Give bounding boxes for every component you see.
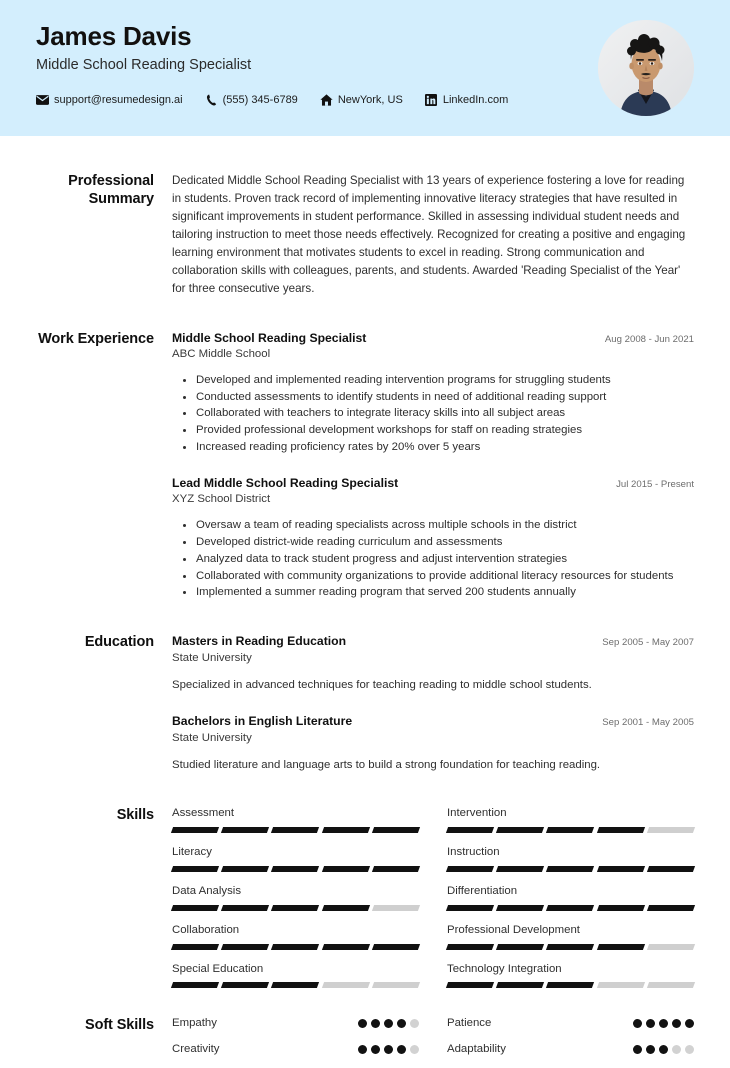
contact-location[interactable] xyxy=(320,94,403,107)
skills-grid xyxy=(172,806,694,1000)
contact-email-label: support@resumedesign.ai xyxy=(54,94,183,107)
education-entry-description: Specialized in advanced techniques for teaching reading to middle school students. xyxy=(172,679,592,692)
work-entry-date: Aug 2008 - Jun 2021 xyxy=(604,333,694,345)
education-entry xyxy=(172,713,694,774)
soft-skill-rating-dots xyxy=(358,1019,419,1028)
section-education xyxy=(36,601,694,774)
skill-bar-segment xyxy=(322,982,370,988)
skill-bar-segment xyxy=(322,944,370,950)
skill-level-bar xyxy=(172,944,419,950)
skill-name: Assessment xyxy=(172,807,235,820)
rating-dot xyxy=(384,1019,393,1028)
summary-content xyxy=(172,172,694,298)
skill-bar-segment xyxy=(446,944,494,950)
skill-bar-segment xyxy=(597,827,645,833)
rating-dot xyxy=(410,1045,419,1054)
list-item: Developed and implemented reading intervention programs for struggling students xyxy=(196,372,694,389)
skill-name: Data Analysis xyxy=(172,884,242,897)
contact-phone-label: (555) 345-6789 xyxy=(222,94,298,107)
skill-bar-segment xyxy=(647,827,695,833)
rating-dot xyxy=(659,1045,668,1054)
skill-item xyxy=(172,923,419,962)
section-professional-summary xyxy=(36,136,694,298)
skill-bar-segment xyxy=(271,944,319,950)
skill-level-bar xyxy=(447,905,694,911)
list-item: Increased reading proficiency rates by 20% over 5 years xyxy=(196,439,694,456)
skill-bar-segment xyxy=(446,905,494,911)
skill-bar-segment xyxy=(171,944,219,950)
contact-linkedin-label: LinkedIn.com xyxy=(442,94,509,107)
skill-bar-segment xyxy=(496,982,544,988)
soft-skill-name: Creativity xyxy=(172,1043,220,1056)
page-title: James Davis xyxy=(36,21,192,51)
work-entry-title: Middle School Reading Specialist xyxy=(172,330,367,345)
education-entry-date: Sep 2001 - May 2005 xyxy=(602,717,694,729)
skill-name: Instruction xyxy=(447,846,500,859)
list-item: Provided professional development workshops for staff on reading strategies xyxy=(196,422,694,439)
soft-skill-item xyxy=(172,1016,419,1042)
work-content xyxy=(172,330,694,601)
soft-skill-name: Adaptability xyxy=(447,1043,506,1056)
skill-bar-segment xyxy=(171,827,219,833)
skill-item xyxy=(447,884,694,923)
job-title: Middle School Reading Specialist xyxy=(36,56,252,73)
skill-bar-segment xyxy=(322,866,370,872)
skill-level-bar xyxy=(447,827,694,833)
section-title-summary: Professional Summary xyxy=(68,173,154,208)
education-entry-description: Studied literature and language arts to build a strong foundation for teaching reading. xyxy=(172,759,601,772)
skill-bar-segment xyxy=(171,982,219,988)
profile-photo-icon xyxy=(598,20,694,116)
skill-bar-segment xyxy=(372,827,420,833)
list-item: Analyzed data to track student progress and adjust intervention strategies xyxy=(196,551,694,568)
rating-dot xyxy=(633,1045,642,1054)
list-item: Conducted assessments to identify students in need of additional reading support xyxy=(196,389,694,406)
soft-skill-item xyxy=(447,1042,694,1068)
skill-item xyxy=(172,962,419,1001)
contact-location-label: NewYork, US xyxy=(337,94,403,107)
work-entry-title: Lead Middle School Reading Specialist xyxy=(172,476,399,491)
work-entry-bullets xyxy=(172,517,694,601)
skill-bar-segment xyxy=(221,866,269,872)
rating-dot xyxy=(646,1019,655,1028)
summary-text: Dedicated Middle School Reading Specialist with 13 years of experience fostering a love for reading in students. Proven track record of implementing innovative literacy strategies that have resulted in significant improvements in student performance. Skilled in assessing individual student needs and tailoring instruction to meet those needs effectively. Recognized for creating a positive and engaging learning environment that motivates students to excel in reading. Strong communication and collaboration skills with colleagues, parents, and students. Awarded 'Reading Specialist of the Year' for three consecutive years. xyxy=(172,174,686,295)
rating-dot xyxy=(384,1045,393,1054)
education-entry xyxy=(172,633,694,694)
skill-bar-segment xyxy=(372,905,420,911)
skill-bar-segment xyxy=(496,827,544,833)
rating-dot xyxy=(358,1019,367,1028)
soft-skills-content xyxy=(172,1016,694,1068)
skill-bar-segment xyxy=(322,905,370,911)
rating-dot xyxy=(672,1019,681,1028)
education-entry-org: State University xyxy=(172,651,252,664)
skill-item xyxy=(447,962,694,1001)
education-entry-head xyxy=(172,713,694,729)
skill-bar-segment xyxy=(271,905,319,911)
list-item: Collaborated with community organizations to provide additional literacy resources for students xyxy=(196,568,694,585)
skill-bar-segment xyxy=(597,944,645,950)
skill-bar-segment xyxy=(647,944,695,950)
skill-bar-segment xyxy=(647,905,695,911)
skill-bar-segment xyxy=(372,982,420,988)
education-entry-title: Bachelors in English Literature xyxy=(172,714,353,729)
skill-bar-segment xyxy=(597,982,645,988)
skill-level-bar xyxy=(172,827,419,833)
skill-bar-segment xyxy=(171,866,219,872)
skill-bar-segment xyxy=(271,827,319,833)
rating-dot xyxy=(672,1045,681,1054)
rating-dot xyxy=(685,1045,694,1054)
education-entry-org: State University xyxy=(172,731,252,744)
work-entry-bullets xyxy=(172,372,694,456)
skill-bar-segment xyxy=(597,866,645,872)
skill-level-bar xyxy=(447,944,694,950)
skill-bar-segment xyxy=(647,982,695,988)
section-title-education: Education xyxy=(84,634,154,651)
contact-linkedin[interactable] xyxy=(425,94,508,107)
rating-dot xyxy=(633,1019,642,1028)
skill-bar-segment xyxy=(496,905,544,911)
skill-name: Professional Development xyxy=(447,923,580,936)
section-title-soft-skills: Soft Skills xyxy=(85,1017,154,1034)
soft-skill-name: Patience xyxy=(447,1017,492,1030)
section-work-experience xyxy=(36,298,694,601)
home-icon xyxy=(320,94,333,107)
work-entry xyxy=(172,475,694,601)
skill-name: Special Education xyxy=(172,962,264,975)
resume-header xyxy=(0,0,730,136)
skill-level-bar xyxy=(447,982,694,988)
skill-level-bar xyxy=(172,982,419,988)
work-entry-org: ABC Middle School xyxy=(172,348,271,361)
list-item: Collaborated with teachers to integrate literacy skills into all subject areas xyxy=(196,405,694,422)
skill-item xyxy=(447,845,694,884)
resume-body xyxy=(0,136,730,1068)
soft-skills-grid xyxy=(172,1016,694,1068)
skill-bar-segment xyxy=(372,866,420,872)
rating-dot xyxy=(659,1019,668,1028)
skill-item xyxy=(172,806,419,845)
rating-dot xyxy=(371,1045,380,1054)
work-entry-head xyxy=(172,330,694,346)
contact-phone[interactable] xyxy=(205,94,298,107)
list-item: Implemented a summer reading program that served 200 students annually xyxy=(196,584,694,601)
list-item: Developed district-wide reading curriculum and assessments xyxy=(196,534,694,551)
skill-bar-segment xyxy=(221,982,269,988)
skill-bar-segment xyxy=(446,827,494,833)
skill-bar-segment xyxy=(496,944,544,950)
skill-bar-segment xyxy=(221,827,269,833)
rating-dot xyxy=(397,1045,406,1054)
skill-bar-segment xyxy=(271,982,319,988)
skill-item xyxy=(447,923,694,962)
skill-bar-segment xyxy=(271,866,319,872)
skill-name: Literacy xyxy=(172,846,212,859)
skill-name: Differentiation xyxy=(447,884,518,897)
skill-bar-segment xyxy=(546,827,594,833)
soft-skill-item xyxy=(447,1016,694,1042)
skill-bar-segment xyxy=(546,866,594,872)
skill-name: Collaboration xyxy=(172,923,240,936)
skill-name: Intervention xyxy=(447,807,507,820)
contact-email[interactable] xyxy=(36,94,183,107)
soft-skill-item xyxy=(172,1042,419,1068)
linkedin-icon xyxy=(425,94,438,107)
skill-bar-segment xyxy=(496,866,544,872)
soft-skill-rating-dots xyxy=(358,1045,419,1054)
skill-item xyxy=(447,806,694,845)
rating-dot xyxy=(646,1045,655,1054)
skill-bar-segment xyxy=(546,944,594,950)
rating-dot xyxy=(410,1019,419,1028)
section-title-skills: Skills xyxy=(116,807,154,824)
skill-bar-segment xyxy=(546,982,594,988)
phone-icon xyxy=(205,94,218,107)
skills-content xyxy=(172,806,694,1000)
education-content xyxy=(172,633,694,774)
rating-dot xyxy=(371,1019,380,1028)
education-entry-title: Masters in Reading Education xyxy=(172,634,347,649)
education-entry-head xyxy=(172,633,694,649)
skill-item xyxy=(172,884,419,923)
skill-bar-segment xyxy=(221,944,269,950)
work-entry-head xyxy=(172,475,694,491)
envelope-icon xyxy=(36,94,49,107)
skill-bar-segment xyxy=(647,866,695,872)
skill-bar-segment xyxy=(322,827,370,833)
work-entry-org: XYZ School District xyxy=(172,493,271,506)
soft-skill-rating-dots xyxy=(633,1019,694,1028)
skill-name: Technology Integration xyxy=(447,962,562,975)
skill-bar-segment xyxy=(171,905,219,911)
skill-level-bar xyxy=(172,866,419,872)
skill-bar-segment xyxy=(446,982,494,988)
skill-bar-segment xyxy=(546,905,594,911)
section-skills xyxy=(36,774,694,1000)
section-title-work: Work Experience xyxy=(38,330,154,347)
skill-bar-segment xyxy=(597,905,645,911)
work-entry-date: Jul 2015 - Present xyxy=(616,479,694,491)
soft-skill-rating-dots xyxy=(633,1045,694,1054)
education-entry-date: Sep 2005 - May 2007 xyxy=(602,637,694,649)
contact-row xyxy=(36,94,694,107)
rating-dot xyxy=(685,1019,694,1028)
soft-skill-name: Empathy xyxy=(172,1017,217,1030)
skill-bar-segment xyxy=(221,905,269,911)
rating-dot xyxy=(397,1019,406,1028)
avatar xyxy=(598,20,694,116)
skill-item xyxy=(172,845,419,884)
skill-bar-segment xyxy=(372,944,420,950)
skill-bar-segment xyxy=(446,866,494,872)
rating-dot xyxy=(358,1045,367,1054)
section-soft-skills xyxy=(36,1000,694,1068)
work-entry xyxy=(172,330,694,456)
skill-level-bar xyxy=(172,905,419,911)
list-item: Oversaw a team of reading specialists across multiple schools in the district xyxy=(196,517,694,534)
skill-level-bar xyxy=(447,866,694,872)
